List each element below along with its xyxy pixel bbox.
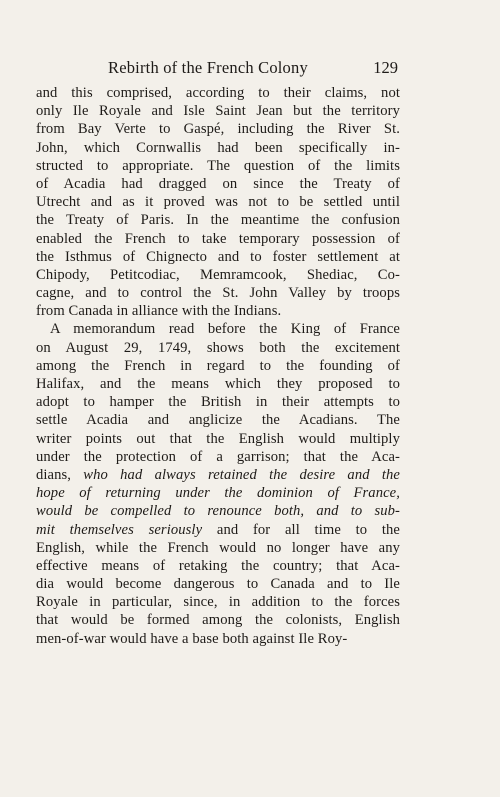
text-segment: structed to appropriate. The question of the limits	[36, 157, 400, 174]
text-line	[36, 211, 400, 229]
text-segment: Halifax, and the means which they proposed to	[36, 376, 400, 392]
text-segment: writer points out that the English would multiply	[36, 430, 400, 447]
text-line	[36, 411, 400, 429]
text-segment: and for all time to the	[202, 521, 400, 538]
text-line	[36, 593, 400, 611]
text-line	[36, 302, 400, 320]
italic-text: who had always retained the desire and the	[83, 466, 400, 483]
text-segment: A memorandum read before the King of France	[50, 321, 400, 338]
italic-text: would be compelled to renounce both, and to sub-	[36, 503, 400, 520]
text-line	[36, 284, 400, 302]
text-segment: from Canada in alliance with the Indians.	[36, 303, 282, 320]
text-segment: from Bay Verte to Gaspé, including the River St.	[36, 121, 400, 138]
text-segment: dia would become dangerous to Canada and to Ile	[36, 576, 400, 593]
running-title: Rebirth of the French Colony	[108, 58, 308, 77]
text-segment: cagne, and to control the St. John Valley by troops	[36, 285, 400, 302]
text-line	[36, 393, 400, 411]
running-head	[36, 58, 398, 82]
italic-text: hope of returning under the dominion of France,	[36, 485, 400, 502]
text-segment: only Ile Royale and Isle Saint Jean but the territory	[36, 103, 400, 120]
text-line	[36, 230, 400, 248]
text-segment: men-of-war would have a base both against Ile Roy-	[36, 630, 348, 647]
text-line	[36, 193, 400, 211]
text-line	[36, 84, 400, 102]
text-line	[36, 139, 400, 157]
text-segment: John, which Cornwallis had been specifically in-	[36, 139, 400, 156]
text-line	[36, 502, 400, 520]
text-line	[36, 539, 400, 557]
text-line	[36, 521, 400, 539]
text-segment: and this comprised, according to their claims, not	[36, 85, 400, 101]
text-segment: effective means of retaking the country; that Aca-	[36, 557, 400, 574]
text-line	[36, 248, 400, 266]
text-line	[36, 448, 400, 466]
text-line	[36, 557, 400, 575]
text-line	[36, 157, 400, 175]
text-line	[36, 611, 400, 629]
text-segment: under the protection of a garrison; that the Aca-	[36, 448, 400, 465]
text-segment: on August 29, 1749, shows both the excitement	[36, 339, 400, 356]
text-segment: that would be formed among the colonists, English	[36, 612, 400, 629]
text-segment: among the French in regard to the founding of	[36, 357, 400, 374]
text-segment: Utrecht and as it proved was not to be settled until	[36, 194, 400, 211]
text-line	[36, 339, 400, 357]
italic-text: mit themselves seriously	[36, 521, 203, 538]
text-segment: English, while the French would no longer have any	[36, 539, 400, 556]
text-segment: the Isthmus of Chignecto and to foster settlement at	[36, 248, 400, 265]
text-segment: Chipody, Petitcodiac, Memramcook, Shediac, Co-	[36, 266, 400, 283]
text-line	[36, 266, 400, 284]
text-segment: enabled the French to take temporary possession of	[36, 230, 400, 247]
text-segment: settle Acadia and anglicize the Acadians. The	[36, 412, 400, 429]
paragraph	[36, 84, 400, 320]
text-segment: of Acadia had dragged on since the Treaty of	[36, 175, 400, 192]
text-line	[36, 430, 400, 448]
text-line	[36, 102, 400, 120]
text-line	[36, 320, 400, 338]
text-segment: the Treaty of Paris. In the meantime the confusion	[36, 212, 400, 229]
text-segment: Royale in particular, since, in addition to the forces	[36, 594, 400, 611]
text-line	[36, 120, 400, 138]
text-line	[36, 484, 400, 502]
text-line	[36, 466, 400, 484]
page-number: 129	[373, 58, 398, 77]
body-text	[36, 84, 400, 648]
text-line	[36, 175, 400, 193]
paragraph	[36, 320, 400, 647]
text-segment: dians,	[36, 466, 84, 483]
text-line	[36, 575, 400, 593]
text-line	[36, 630, 400, 648]
text-segment: adopt to hamper the British in their attempts to	[36, 394, 400, 411]
text-line	[36, 375, 400, 393]
text-line	[36, 357, 400, 375]
